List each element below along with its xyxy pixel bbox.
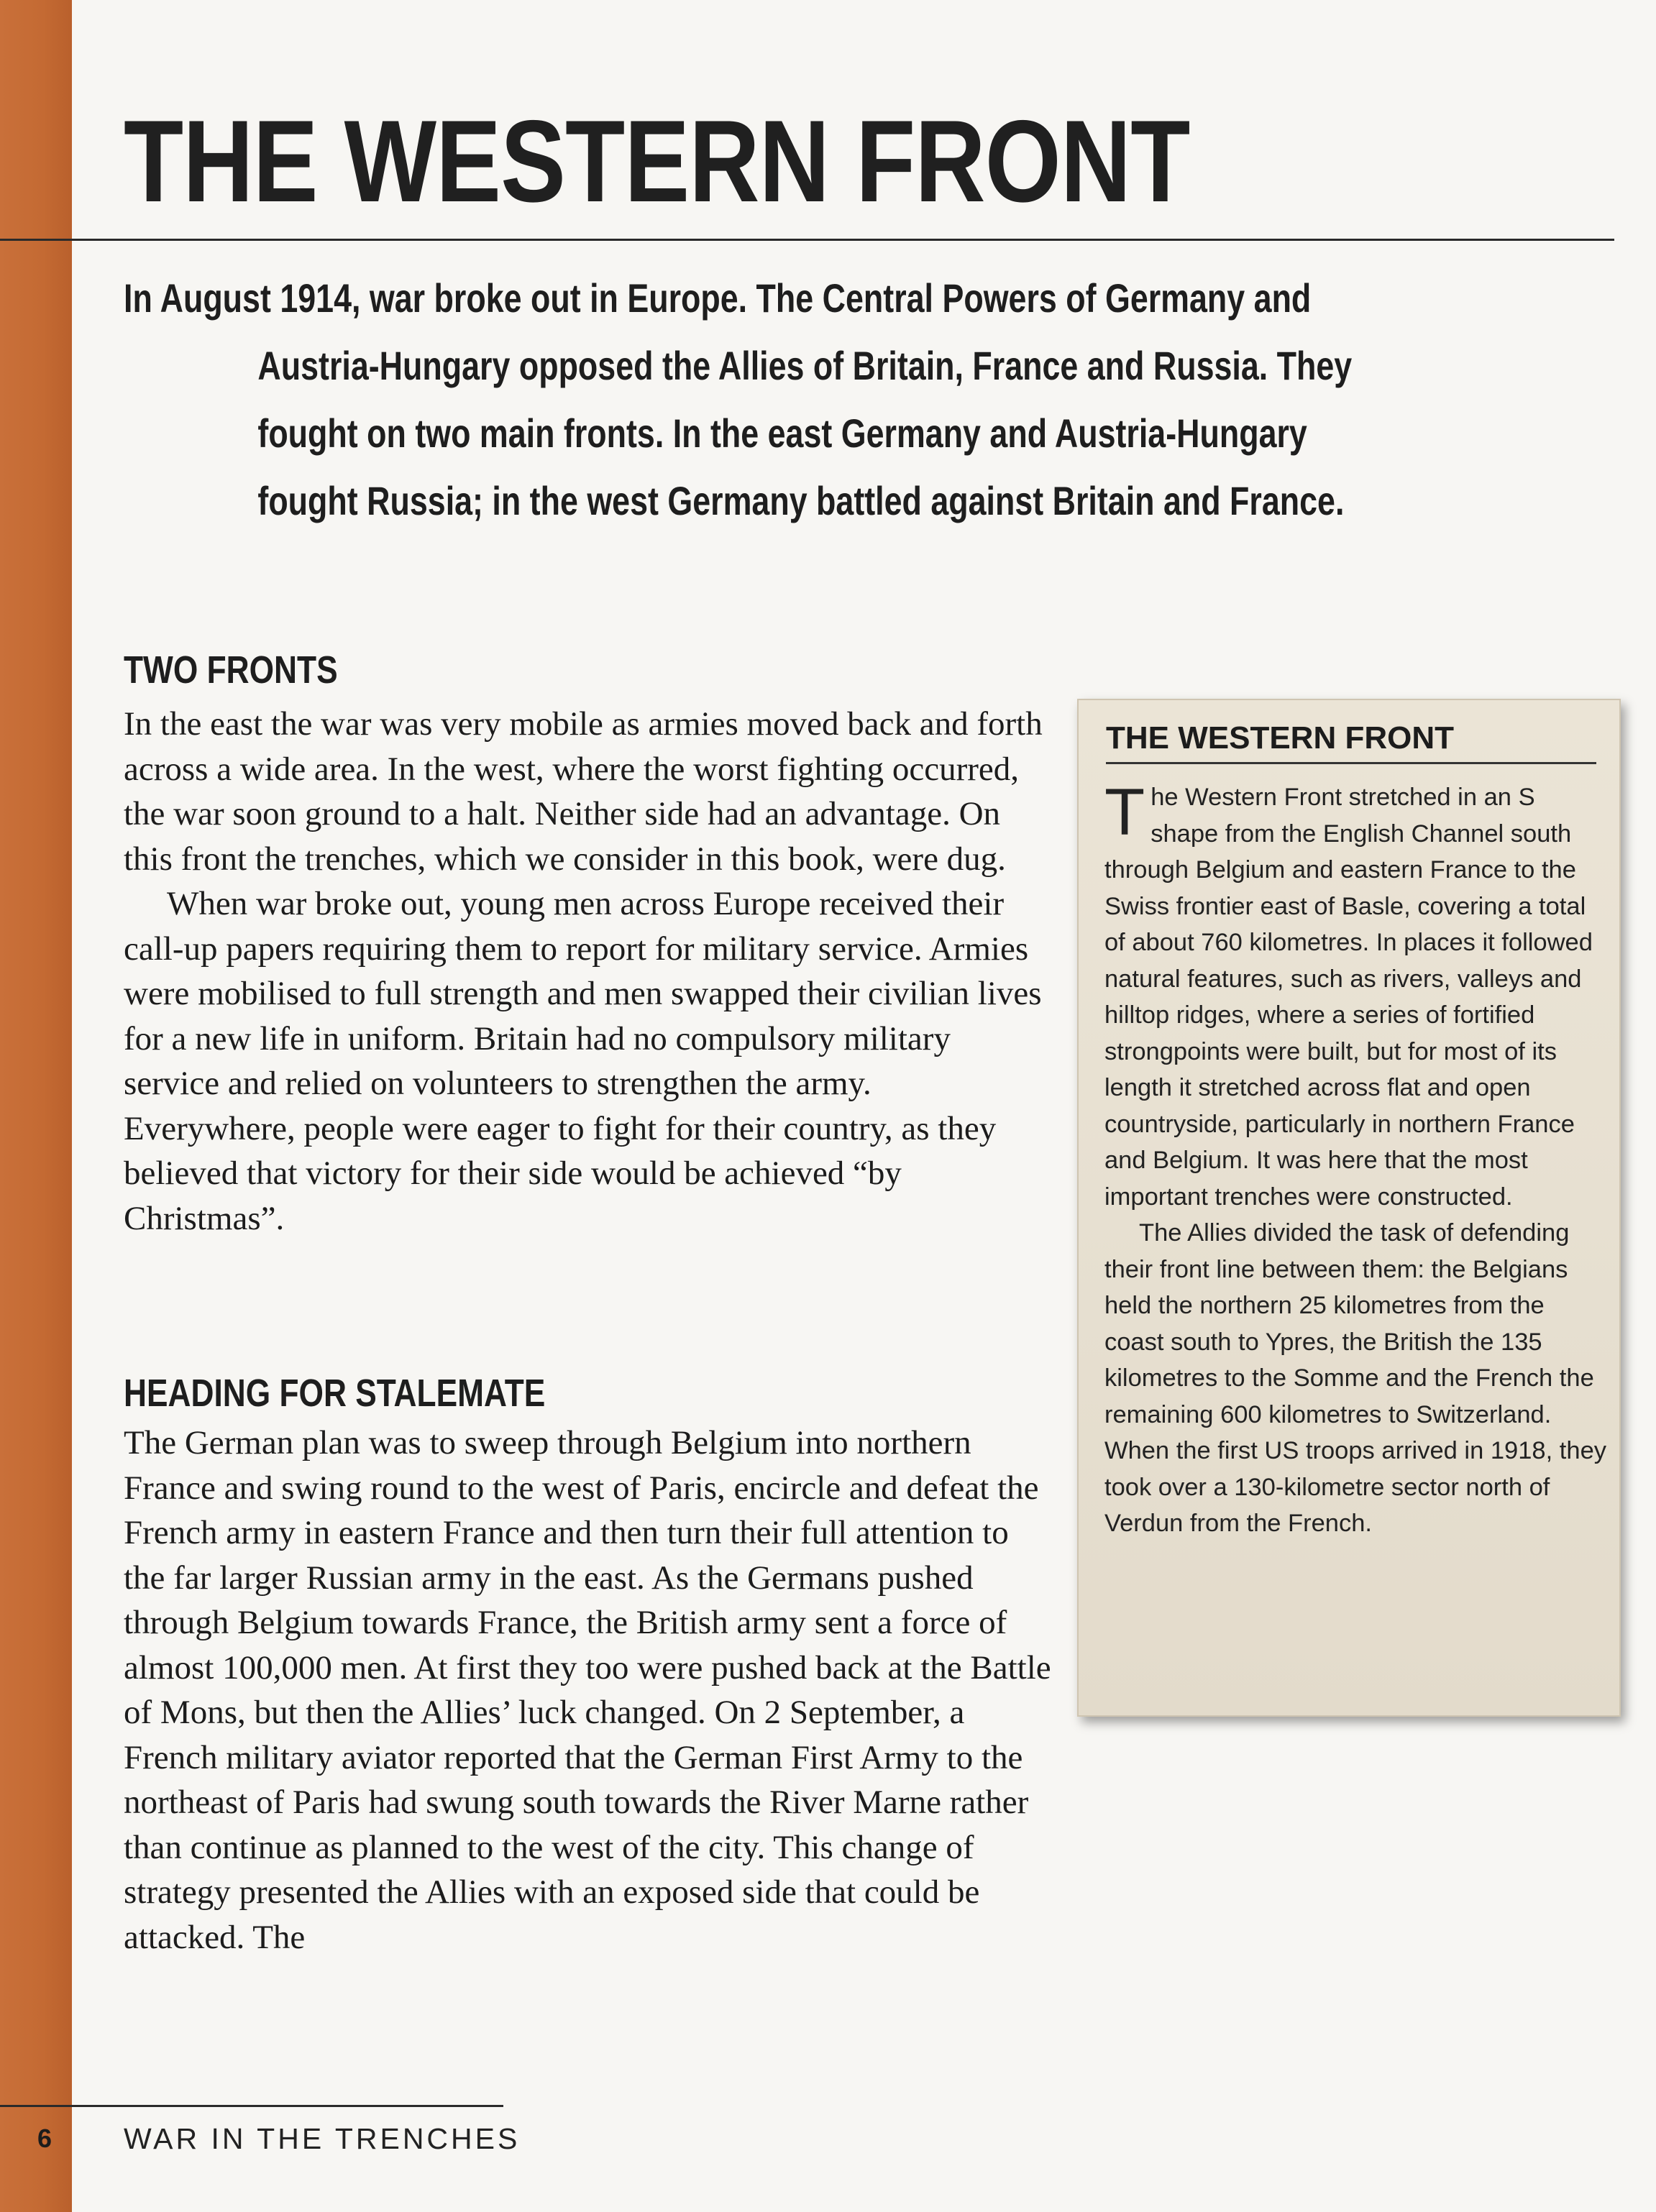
sidebar-body — [1104, 776, 1608, 1542]
intro-line: In August 1914, war broke out in Europe. The Central Powers of Germany and — [124, 275, 1312, 321]
section-heading-stalemate: HEADING FOR STALEMATE — [124, 1372, 546, 1415]
footer-book-title: WAR IN THE TRENCHES — [124, 2122, 521, 2155]
intro-line: fought Russia; in the west Germany battled against Britain and France. — [257, 478, 1345, 523]
title-divider — [0, 239, 1614, 241]
sidebar-title: THE WESTERN FRONT — [1106, 720, 1454, 756]
accent-strip — [0, 0, 72, 2212]
page-number: 6 — [37, 2124, 52, 2153]
sidebar-paragraph-text: he Western Front stretched in an S shape from the English Channel south through Belgium and eastern France to the Swiss frontier east of Basle, covering a total of about 760 kilometres. In places it followed natural features, such as rivers, valleys and hilltop ridges, where a series of fortified strongpoints were built, but for most of its length it stretched across flat and open countryside, particularly in northern France and Belgium. It was here that the most important trenches were constructed. — [1104, 784, 1593, 1211]
intro-line: Austria-Hungary opposed the Allies of Britain, France and Russia. They — [257, 343, 1353, 388]
sidebar-paragraph: The Allies divided the task of defending their front line between them: the Belgians held the northern 25 kilometres from the coast south to Ypres, the British the 135 kilometres to the Somme and the French the remaining 600 kilometres to Switzerland. When the first US troops arrived in 1918, they took over a 130-kilometre sector north of Verdun from the French. — [1104, 1219, 1607, 1537]
body-paragraph: In the east the war was very mobile as armies moved back and forth across a wide area. In the west, where the worst fighting occurred, the war soon ground to a halt. Neither side had an advantage. On this front the trenches, which we consider in this book, were dug. — [124, 705, 1043, 878]
body-paragraph: When war broke out, young men across Europe received their call-up papers requiring them to report for military service. Armies were mobilised to full strength and men swapped their civilian lives for a new life in uniform. Britain had no compulsory military service and relied on volunteers to strengthen the army. Everywhere, people were eager to fight for their country, as they believed that victory for their side would be achieved “by Christmas”. — [124, 885, 1042, 1237]
sidebar-divider — [1106, 762, 1596, 764]
body-paragraph: The German plan was to sweep through Belgium into northern France and swing round to the west of Paris, encircle and defeat the French army in eastern France and then turn their full attention to the far larger Russian army in the east. As the Germans pushed through Belgium towards France, the British army sent a force of almost 100,000 men. At first they too were pushed back at the Battle of Mons, but then the Allies’ luck changed. On 2 September, a French military aviator reported that the German First Army to the northeast of Paris had swung south towards the River Marne rather than continue as planned to the west of the city. This change of strategy presented the Allies with an exposed side that could be attacked. The — [124, 1424, 1051, 1956]
intro-line: fought on two main fronts. In the east Germany and Austria-Hungary — [257, 410, 1307, 456]
section-heading-two-fronts: TWO FRONTS — [124, 648, 338, 692]
sidebar-box — [1077, 699, 1621, 1717]
section-body-stalemate — [124, 1421, 1051, 1960]
section-body-two-fronts — [124, 702, 1051, 1241]
footer-divider — [0, 2105, 503, 2107]
drop-cap: T — [1104, 776, 1145, 849]
sidebar-paragraph — [1104, 776, 1608, 1215]
page-title: THE WESTERN FRONT — [124, 96, 1190, 226]
intro-paragraph — [124, 265, 1424, 535]
